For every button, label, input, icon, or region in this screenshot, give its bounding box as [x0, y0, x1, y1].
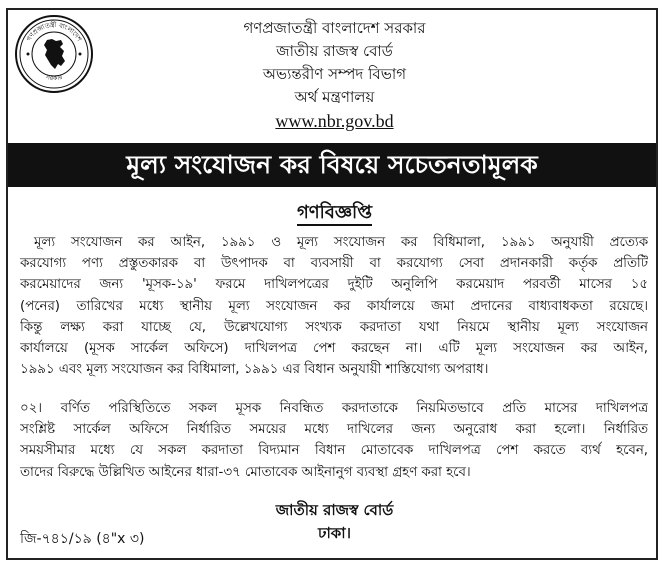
notice-title: গণবিজ্ঞপ্তি [297, 202, 372, 226]
paragraph-1-line: মূল্য সংযোজন কর আইন, ১৯৯১ ও মূল্য সংযোজন কর বিধিমালা, ১৯৯১ অনুযায়ী প্রত্যেক [34, 235, 648, 250]
paragraph-1-line: (পনের) তারিখের মধ্যে স্থানীয় মূল্য সংযোজন কর কার্যালয়ে জমা প্রদানের বাধ্যবাধকতা রয়েছে। [20, 298, 648, 314]
paragraph-1-line: করযোগ্য পণ্য প্রস্তুতকারক বা উৎপাদক বা ব্যবসায়ী বা করযোগ্য সেবা প্রদানকারী কর্তৃক প্রতিটি [20, 256, 648, 272]
paragraph-1-line: করমেয়াদের জন্য 'মূসক-১৯' ফরমে দাখিলপত্রের দুইটি অনুলিপি করমেয়াদ পরবর্তী মাসের ১৫ [20, 277, 648, 293]
paragraph-2-line: তাদের বিরুদ্ধে উল্লিখিত আইনের ধারা-৩৭ মোতাবেক আইনানুগ ব্যবস্থা গ্রহণ করা হবে। [20, 464, 471, 480]
reference-number: জি-৭৪১/১৯ (৪"x ৩) [20, 531, 145, 547]
notice-heading [0, 198, 669, 229]
header-line-ministry: অর্থ মন্ত্রণালয় [294, 88, 375, 106]
paragraph-2-line: সংশ্লিষ্ট সার্কেল অফিসে নির্ধারিত সময়ের মধ্যে দাখিলের জন্য অনুরোধ করা হলো। নির্ধারিত [20, 422, 648, 438]
seal-bottom-text: সরকার [44, 72, 64, 83]
header-line-board: জাতীয় রাজস্ব বোর্ড [276, 42, 393, 60]
paragraph-1-line: কার্যালয়ে (মূসক সার্কেল অফিসে) দাখিলপত্র পেশ করছেন না। এটি মূল্য সংযোজন কর আইন, [20, 341, 648, 357]
website-link[interactable]: www.nbr.gov.bd [275, 111, 394, 131]
header-block [0, 17, 669, 133]
header-line-government: গণপ্রজাতন্ত্রী বাংলাদেশ সরকার [243, 19, 426, 37]
paragraph-2-line: ০২। বর্ণিত পরিস্থিতিতে সকল মূসক নিবন্ধিত করদাতাকে নিয়মিতভাবে প্রতি মাসের দাখিলপত্র [20, 401, 648, 416]
seal-top-text: গণপ্রজাতন্ত্রী বাংলাদেশ [24, 20, 84, 43]
paragraph-1 [20, 232, 648, 380]
signature-city: ঢাকা। [317, 524, 352, 542]
paragraph-2 [20, 398, 648, 483]
paragraph-1-line: কিন্তু লক্ষ্য করা যাচ্ছে যে, উল্লেখযোগ্য সংখ্যক করদাতা যথা নিয়মে স্থানীয় মূল্য সংযোজন [20, 319, 648, 335]
paragraph-1-line: ১৯৯১ এবং মূল্য সংযোজন কর বিধিমালা, ১৯৯১ এর বিধান অনুযায়ী শাস্তিযোগ্য অপরাধ। [20, 362, 489, 378]
signature-office: জাতীয় রাজস্ব বোর্ড [275, 501, 394, 519]
paragraph-2-line: সময়সীমার মধ্যে যে সকল করদাতা বিদ্যমান বিধান মোতাবেক দাখিলপত্র পেশ করতে ব্যর্থ হবেন, [20, 443, 648, 459]
banner-title: মূল্য সংযোজন কর বিষয়ে সচেতনতামূলক [8, 143, 656, 187]
header-line-division: অভ্যন্তরীণ সম্পদ বিভাগ [262, 65, 407, 83]
